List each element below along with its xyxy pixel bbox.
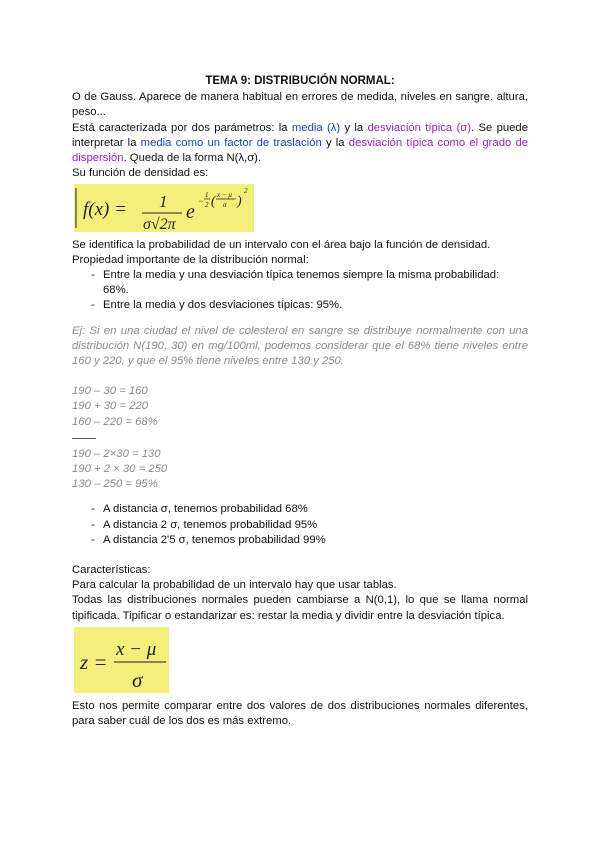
- formula2-den: σ: [132, 667, 143, 692]
- list-item: - A distancia 2 σ, tenemos probabilidad 95%: [91, 518, 318, 531]
- intro-paragraph: O de Gauss. Aparece de manera habitual en errores de medida, niveles en sangre. altura, peso...: [72, 91, 528, 119]
- formula2-num: x − μ: [116, 638, 157, 660]
- property-label: Propiedad importante de la distribución normal:: [72, 253, 309, 266]
- formula1-exp-frac-num: 1: [205, 191, 209, 200]
- list-item: - Entre la media y una desviación típica tenemos siempre la misma probabilidad: 68%.: [91, 269, 500, 297]
- z-score-formula-svg: [74, 627, 169, 693]
- formula1-exp-inner-num: x − μ: [217, 191, 232, 200]
- calc-line: 190 + 30 = 220: [72, 400, 149, 413]
- desviacion-grado-term: desviación típica como el grado de dispersión: [72, 136, 529, 165]
- separator-line: [72, 438, 96, 439]
- formula2-lhs: z =: [80, 649, 108, 674]
- document-page: [72, 74, 528, 729]
- calc-line: 190 – 30 = 160: [72, 385, 148, 398]
- density-formula-svg: [74, 184, 254, 232]
- z-score-formula: [74, 627, 169, 693]
- probability-area-text: Se identifica la probabilidad de un intervalo con el área bajo la función de densidad.: [72, 238, 491, 251]
- desviacion-term: desviación típica (σ): [367, 121, 472, 134]
- media-term: media (λ): [291, 121, 341, 134]
- list-item: - A distancia 2'5 σ, tenemos probabilidad 99%: [91, 533, 326, 546]
- calc-line: 190 – 2×30 = 130: [72, 447, 161, 460]
- characteristics-label: Características:: [72, 564, 151, 577]
- density-formula: [74, 184, 254, 232]
- formula1-exp-frac-den: 2: [205, 201, 209, 210]
- calc-line: 130 – 250 = 95%: [72, 478, 158, 491]
- formula1-exp-power: 2: [244, 187, 248, 196]
- calculation-block-2: [72, 447, 528, 493]
- formula1-exp-neg: −: [198, 196, 205, 207]
- formula1-num: 1: [159, 192, 168, 212]
- example-paragraph: Ej: Si en una ciudad el nivel de colesterol en sangre se distribuye normalmente con una distribución N(190, 30) en mg/100ml, podemos considerar que el 68% tiene niveles entre 160 y 220, y que el 95% tiene niveles entre 130 y 250.: [72, 324, 528, 368]
- calc-line: 160 – 220 = 68%: [72, 415, 158, 428]
- formula1-base: e: [186, 201, 195, 224]
- distances-list: [72, 502, 528, 548]
- tables-text: Para calcular la probabilidad de un intervalo hay que usar tablas.: [72, 579, 397, 592]
- calculation-block-1: [72, 384, 528, 430]
- svg-text:): ): [237, 194, 242, 210]
- density-label: Su función de densidad es:: [72, 167, 209, 180]
- tipificada-paragraph: Todas las distribuciones normales pueden cambiarse a N(0,1), lo que se llama normal tipificada. Tipificar o estandarizar es: restar la media y dividir entre la desviación típica.: [72, 594, 528, 622]
- page-title: TEMA 9: DISTRIBUCIÓN NORMAL:: [205, 75, 395, 87]
- formula1-lhs: f(x) =: [83, 199, 127, 221]
- parameters-paragraph: Está caracterizada por dos parámetros: la media (λ) y la desviación típica (σ). Se puede interpretar la media como un factor de traslación y la desviación típica como el grado de dispersión. Queda de la forma N(λ,σ).: [72, 121, 529, 165]
- compare-paragraph: Esto nos permite comparar entre dos valores de dos distribuciones normales diferentes, para saber cuál de los dos es más extremo.: [72, 699, 528, 728]
- properties-list: [72, 268, 528, 314]
- list-item: - Entre la media y dos desviaciones típicas: 95%.: [91, 299, 343, 312]
- formula1-exp-inner-den: σ: [223, 201, 227, 210]
- svg-text:(: (: [211, 194, 216, 210]
- list-item: - A distancia σ, tenemos probabilidad 68%: [91, 503, 308, 516]
- formula1-den: σ√2π: [143, 216, 176, 233]
- calc-line: 190 + 2 × 30 = 250: [72, 463, 168, 476]
- media-factor-term: media como un factor de traslación: [140, 136, 322, 149]
